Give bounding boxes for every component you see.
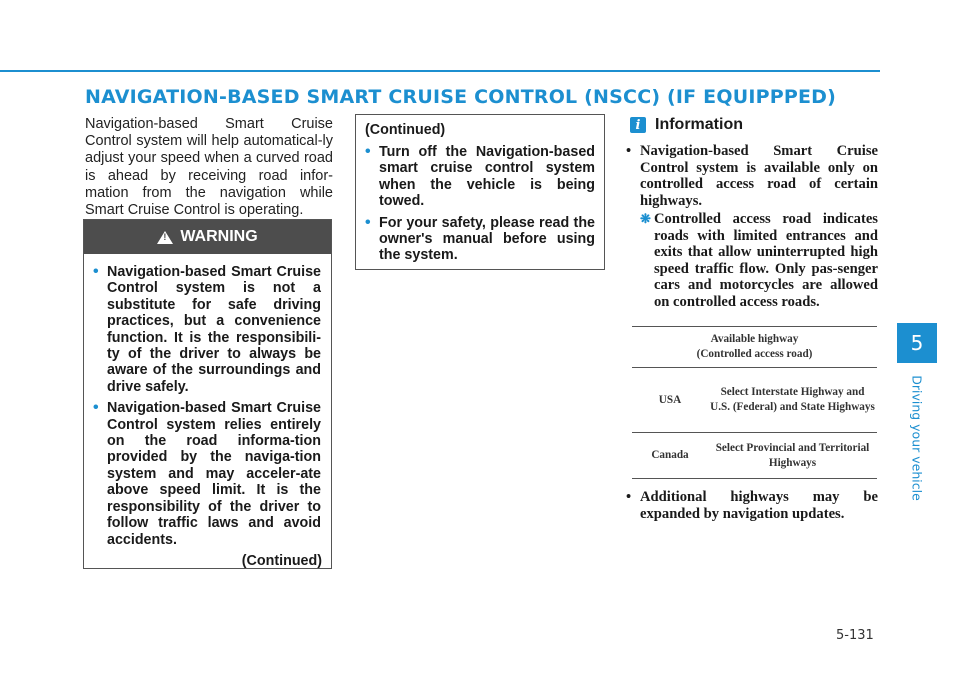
controlled-access-note	[640, 211, 878, 311]
chapter-label	[909, 374, 925, 502]
information-bullet: • Navigation-based Smart Cruise Control system is available only on controlled access road of certain highways.	[626, 143, 878, 209]
warning-icon	[157, 231, 173, 244]
top-rule	[0, 70, 880, 72]
page-number: 5-131	[836, 628, 874, 643]
warning-item: • Navigation-based Smart Cruise Control system is not a substitute for safe driving practices, but a convenience function. It is the responsibili-ty of the driver to always be aware of the surroundings and drive safely.	[93, 264, 321, 395]
information-header	[630, 116, 743, 134]
table-row	[632, 368, 877, 433]
country-cell: USA	[632, 368, 708, 433]
warning-label: WARNING	[180, 228, 258, 245]
information-title: Information	[655, 116, 743, 133]
continued-box	[355, 114, 605, 270]
section-heading: NAVIGATION-BASED SMART CRUISE CONTROL (NSCC) (IF EQUIPPPED)	[85, 86, 837, 108]
country-cell: Canada	[632, 433, 708, 479]
warning-item: • Navigation-based Smart Cruise Control system relies entirely on the road informa-tion provided by the naviga-tion system and may acceler-ate above speed limit. It is the responsibility of the driver to follow traffic laws and avoid accidents.	[93, 400, 321, 548]
information-bullet: • Additional highways may be expanded by navigation updates.	[626, 489, 878, 522]
intro-paragraph: Navigation-based Smart Cruise Control system will help automatical-ly adjust your speed when a curved road is ahead by receiving road infor-mation from the navigation while Smart Cruise Control is operating.	[85, 116, 333, 219]
continued-item: • Turn off the Navigation-based smart cruise control system when the vehicle is being towed.	[365, 144, 595, 210]
information-list	[626, 489, 878, 522]
table-row	[632, 433, 877, 479]
continued-list	[365, 144, 595, 264]
highways-cell: Select Provincial and Territorial Highways	[708, 433, 877, 479]
table-header	[632, 327, 877, 368]
note-mark-icon: ❋	[640, 211, 651, 226]
table-header-line: Available highway	[710, 333, 799, 345]
warning-header	[84, 220, 331, 254]
chapter-tab[interactable]: 5	[897, 323, 937, 363]
note-text: Controlled access road indicates roads with limited entrances and exits that allow uninterrupted high speed traffic flow. Only pas-senger cars and motorcycles are allowed on controlled access roads.	[654, 211, 878, 310]
highways-cell: Select Interstate Highway and U.S. (Federal) and State Highways	[708, 368, 877, 433]
info-icon: i	[630, 117, 646, 133]
chapter-label-text: Driving your vehicle	[909, 375, 925, 501]
information-list	[626, 143, 878, 209]
continued-title: (Continued)	[365, 122, 446, 138]
warning-box	[83, 219, 332, 569]
highway-table	[632, 326, 877, 479]
warning-list	[84, 254, 331, 548]
table-header-line: (Controlled access road)	[696, 348, 813, 360]
continued-item: • For your safety, please read the owner's manual before using the system.	[365, 215, 595, 264]
warning-continued: (Continued)	[241, 552, 322, 569]
